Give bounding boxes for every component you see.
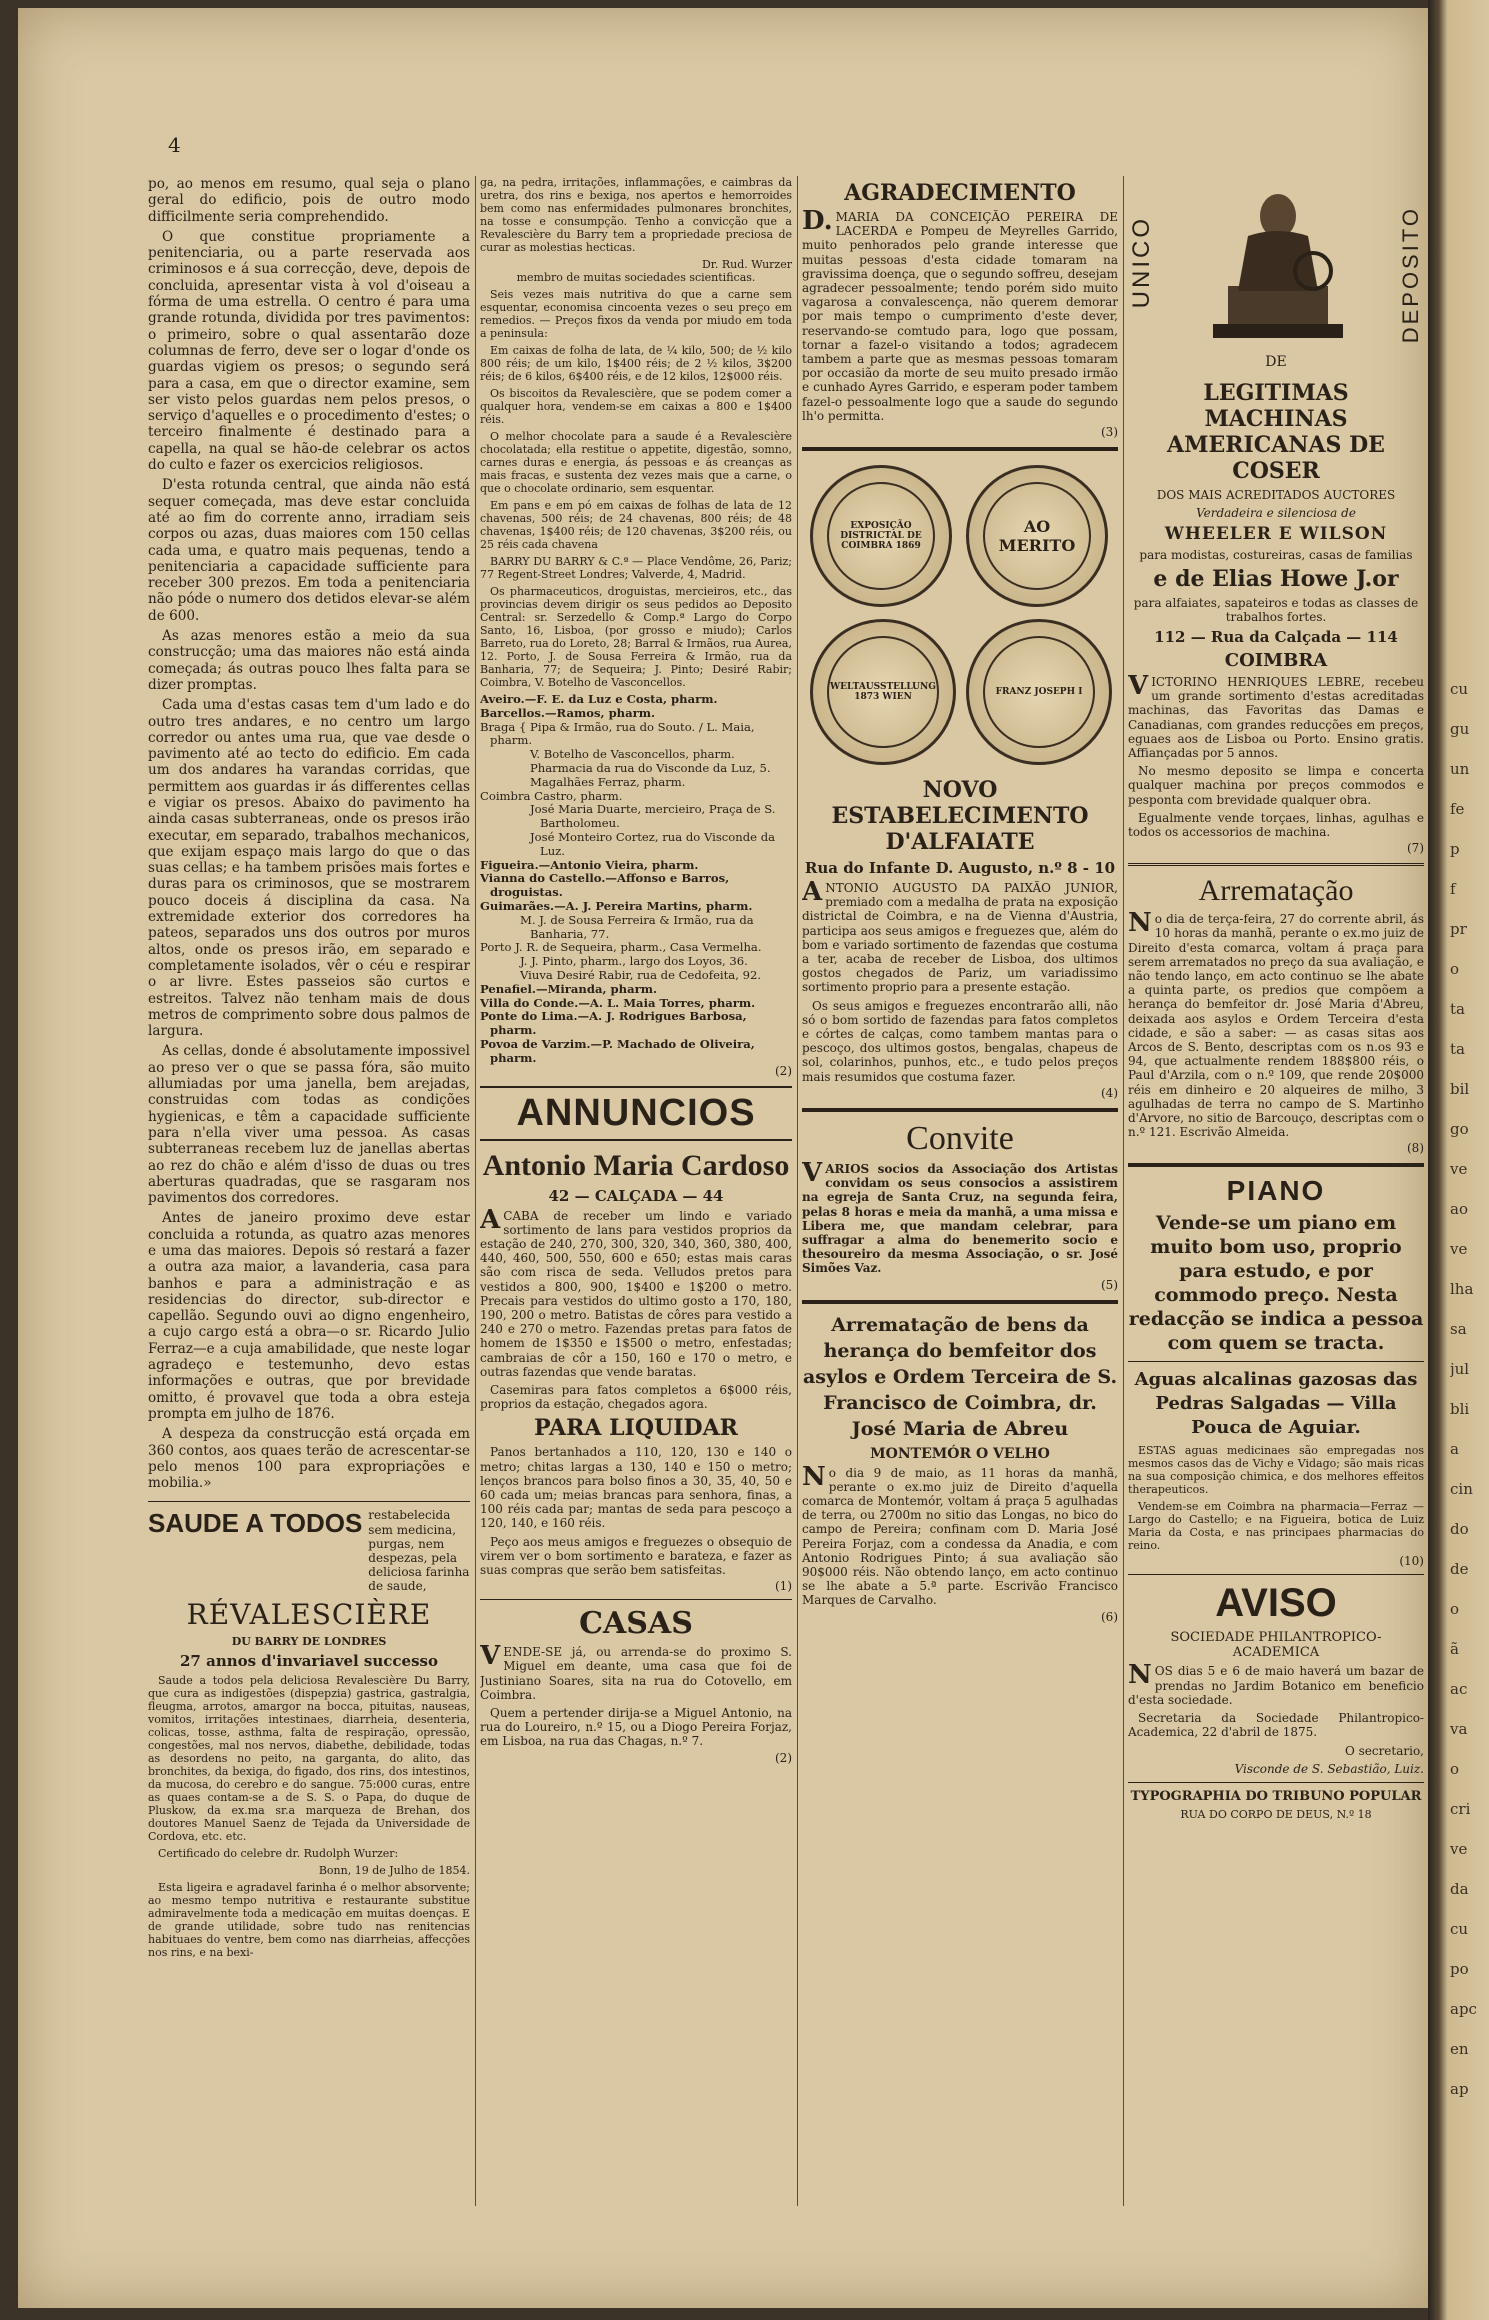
edge-fragment: un [1450, 760, 1470, 778]
column-2 [480, 176, 792, 2206]
calcada-address: 112 — Rua da Calçada — 114 [1154, 628, 1398, 646]
list-item: J. J. Pinto, pharm., largo dos Loyos, 36. [520, 954, 748, 969]
du-barry-label: DU BARRY DE LONDRES [231, 1634, 387, 1648]
list-item: José Monteiro Cortez, rua do Visconde da Luz. [530, 829, 776, 858]
edge-fragment: gu [1450, 720, 1470, 738]
edge-fragment: ã [1450, 1640, 1459, 1658]
success-label: 27 annos d'invariavel successo [180, 1651, 438, 1670]
secretario-label: O secretario, [1344, 1743, 1424, 1758]
edge-fragment: jul [1450, 1360, 1470, 1378]
agradecimento-text: D.MARIA DA CONCEIÇÃO PEREIRA DE LACERDA e Pompeu de Meyrelles Garrido, muito penhorados pelo grande interesse que muitas pessoas d'esta cidade tomaram na gravissima doença, que o segundo soffreu, desejam agradecer pessoalmente; tendo porém sido muito vagarosa a convalescença, não querem demorar por mais tempo o cumprimento d'este dever, reservando-se comtudo para, logo que possam, tornar a fazel-o visitando a todos; agradecem tambem a parte que as mesmas pessoas tomaram por occasião da morte de seu muito presado irmão e cunhado Ayres Garrido, e esperam poder tambem fazel-o pessoalmente logo que a saude do segundo lh'o permitta. [802, 206, 1118, 423]
edge-fragment: ac [1450, 1680, 1468, 1698]
edge-fragment: cri [1450, 1800, 1471, 1818]
list-item: José Maria Duarte, mercieiro, Praça de S. Bartholomeu. [530, 802, 776, 831]
modistas-label: para modistas, costureiras, casas de familias [1139, 548, 1413, 562]
revalesciere-text: Em pans e em pó em caixas de folhas de lata de 12 chavenas, 500 réis; de 24 chavenas, 800 réis; de 48 chavenas, 1$400 réis; de 120 chavenas, 3$200 réis, ou 25 réis cada chavena [480, 499, 792, 551]
edge-fragment: de [1450, 1560, 1469, 1578]
arrematacao-text: No dia de terça-feira, 27 do corrente abril, ás 10 horas da manhã, perante o ex.mo juiz de Direito d'esta comarca, voltam á praça para serem arrematados no preço da sua avaliação, e não tendo lanço, em acto continuo se lhe abate a quinta parte, os predios que compõem a herança do bemfeitor dr. José Maria d'Abreu, deixada aos asylos e Ordem Terceira d'esta cidade, e são a saber: — as casas sitas aos Arcos de S. Bento, descriptas com os n.os 93 e 94, que actualmente rendem 188$800 réis, o Paul d'Arzila, com o n.º 109, que rende 20$000 réis em dinheiro e 20 alqueires de milho, 3 agulhadas de terra no campo de S. Martinho d'Arvore, no sitio de Barcouço, descriptas com o n.º 121. Escrivão Almeida. [1128, 908, 1424, 1140]
coimbra-label: COIMBRA [1224, 650, 1328, 671]
edge-fragment: pr [1450, 920, 1467, 938]
edge-fragment: va [1450, 1720, 1468, 1738]
column-3 [802, 176, 1118, 2206]
liquidar-text: Panos bertanhados a 110, 120, 130 e 140 o metro; chitas largas a 130, 140 e 150 o metro; lenços brancos para bolso finos a 30, 35, 40, 50 e 60 cada um; meias brancas para senhora, finas, a 100 réis cada par; mantas de seda para pescoço a 120, 140, e 160 réis. [480, 1445, 792, 1531]
edge-fragment: do [1450, 1520, 1469, 1538]
article-paragraph: A despeza da construcção está orçada em 360 contos, aos quaes terão de acrescentar-se pelo menos 100 para expropriações e mobilia.» [148, 1426, 470, 1492]
article-paragraph: As cellas, donde é absolutamente impossivel ao preso ver o que se passa fóra, são muito allumiadas por uma janella, bem arejadas, construidas com todas as condições hygienicas, e têm a capacidade sufficiente para n'ella viver uma pessoa. As casas subterraneas recebem luz de janellas abertas ao rez do chão e além d'isso de duas ou tres aberturas quadradas, que se rasgaram nos pavimentos dos corredores. [148, 1043, 470, 1207]
certificate-label: Certificado do celebre dr. Rudolph Wurzer: [158, 1846, 399, 1860]
sewing-figure-icon [1208, 176, 1348, 346]
aguas-heading: Aguas alcalinas gazosas das Pedras Salgadas — Villa Pouca de Aguiar. [1134, 1369, 1418, 1439]
medal-vienna-icon: WELTAUSSTELLUNG 1873 WIEN [810, 619, 956, 765]
edge-fragment: ve [1450, 1840, 1468, 1858]
edge-fragment: ap [1450, 2080, 1469, 2098]
article-paragraph: D'esta rotunda central, que ainda não está sequer começada, mas deve estar concluida até ao fim do corrente anno, irradiam seis corpos ou azas, duas maiores com 150 cellas cada uma, e quatro mais pequenas, tendo a penitenciaria a capacidade sufficiente para receber 300 prezos. Em toda a penitenciaria não póde o numero dos detidos elevar-se além de 600. [148, 477, 470, 624]
column-rule [797, 176, 798, 2206]
deposito-label: DEPOSITO [1398, 206, 1423, 344]
edge-fragment: bli [1450, 1400, 1470, 1418]
ad-number: (8) [1407, 1141, 1424, 1156]
edge-fragment: cu [1450, 1920, 1469, 1938]
signature: Dr. Rud. Wurzer [701, 258, 792, 271]
wheeler-label: WHEELER E WILSON [1164, 524, 1388, 544]
aguas-text: ESTAS aguas medicinaes são empregadas nos mesmos casos das de Vichy e Vidago; são mais ricas na sua composição chimica, e dos melhores effeitos therapeuticos. [1128, 1444, 1424, 1497]
edge-fragment: en [1450, 2040, 1469, 2058]
signature-sub: membro de muitas sociedades scientificas. [516, 271, 756, 284]
revalesciere-text: Os pharmaceuticos, droguistas, mercieiros, etc., das provincias devem dirigir os seus pedidos ao Deposito Central: sr. Serzedello & Comp.ª Largo do Corpo Santo, 16, Lisboa, (por grosso e miudo); Carlos Barreto, rua do Loreto, 28; Barral & Irmãos, rua Aurea, 12. Porto, J. de Sousa Ferreira & Irmão, rua da Banharia, 77; de Sequeira; J. Pinto; Desiré Rabir; Coimbra, V. Botelho de Vasconcellos. [480, 585, 792, 689]
saude-title: SAUDE A TODOS [148, 1508, 363, 1539]
revalesciere-title: RÉVALESCIÈRE [186, 1597, 432, 1631]
list-item: Povoa de Varzim.—P. Machado de Oliveira, pharm. [480, 1036, 755, 1065]
aviso-text: NOS dias 5 e 6 de maio haverá um bazar de prendas no Jardim Botanico em beneficio d'esta sociedade. [1128, 1660, 1424, 1707]
revalesciere-text: Os biscoitos da Revalescière, que se podem comer a qualquer hora, vendem-se em caixas a 800 e 1$400 réis. [480, 387, 792, 426]
ad-number: (7) [1407, 841, 1424, 856]
revalesciere-text: ga, na pedra, irritações, inflammações, e caimbras da uretra, dos rins e bexiga, nos apertos e hemorroides bem como nas enfermidades pulmonares bronchites, na tosse e consumpção. Tenho a convicção que a Revalescière du Barry tem a propriedade preciosa de curar as molestias hecticas. [480, 176, 792, 254]
list-item: Coimbra Castro, pharm. [480, 788, 623, 803]
novo-text: Os seus amigos e freguezes encontrarão alli, não só o bom sortido de fazendas para fatos completos e córtes de calças, como tambem mantas para o pescoço, dos ultimos gostos, bengalas, chapeus de sol, colarinhos, punhos, etc., e tudo pelos preços mais resumidos que costuma fazer. [802, 998, 1118, 1084]
medals-illustration [802, 459, 1118, 769]
arrematacao-bens-heading: Arrematação de bens da herança do bemfeitor dos asylos e Ordem Terceira de S. Francisco de Coimbra, dr. José Maria de Abreu [802, 1313, 1118, 1440]
ad-number: (4) [1101, 1085, 1118, 1100]
certificate-text: Esta ligeira e agradavel farinha é o melhor absorvente; ao mesmo tempo nutritiva e restaurante substitue admiravelmente toda a medicação em muitas doenças. E de grande utilidade, sobre tudo nas renitencias habituaes do ventre, bem como nas diarrheias, affecções nos rins, e na bexi- [148, 1880, 470, 1959]
list-item: Aveiro.—F. E. da Luz e Costa, pharm. [480, 692, 718, 706]
unico-label: UNICO [1128, 216, 1155, 309]
adjacent-page-edge [1428, 0, 1489, 2320]
pharmacy-list [480, 693, 792, 1066]
edge-fragment: go [1450, 1120, 1469, 1138]
edge-fragment: o [1450, 1760, 1460, 1778]
revalesciere-text: O melhor chocolate para a saude é a Revalescière chocolatada; ella restitue o appetite, digestão, somno, carnes duras e energia, ás pessoas e ás creanças as mais fracas, e sustenta dez vezes mais que a carne, o que o chocolate ordinario, sem esquentar. [480, 430, 792, 495]
ad-number: (10) [1399, 1554, 1424, 1569]
list-item: Magalhães Ferraz, pharm. [530, 774, 686, 789]
piano-text: Vende-se um piano em muito bom uso, proprio para estudo, e por commodo preço. Nesta redacção se indica a pessoa com quem se tracta. [1128, 1212, 1424, 1355]
medal-emperor-icon: FRANZ JOSEPH I [966, 619, 1112, 765]
edge-fragment: apc [1450, 2000, 1477, 2018]
cardoso-text: ACABA de receber um lindo e variado sortimento de lans para vestidos proprios da estação de 240, 270, 300, 320, 340, 360, 380, 400, 440, 460, 500, 550, 600 e 650; estas mais caras são com risca de seda. Velludos pretos para vestidos a 800, 900, 1$400 e 1$200 o metro. Precais para vestidos do ultimo gosto a 170, 180, 190, 200 o metro. Batistas de côres para vestido a 240 e 270 o metro. Fazendas pretas para fatos de homem de 1$350 e 1$500 o metro, enfestadas; cambraias de côr a 150, 160 e 170 o metro, e outras fazendas que vende baratas. [480, 1204, 792, 1379]
ad-number: (3) [1101, 425, 1118, 440]
aguas-text: Vendem-se em Coimbra na pharmacia—Ferraz — Largo do Castello; e na Figueira, botica de Luiz Maria da Costa, e nas principaes pharmacias do reino. [1128, 1500, 1424, 1553]
convite-heading: Convite [906, 1119, 1014, 1157]
list-item: Viuva Desiré Rabir, rua de Cedofeita, 92. [520, 967, 762, 982]
elias-label: e de Elias Howe J.or [1153, 566, 1399, 592]
edge-fragment: ao [1450, 1200, 1468, 1218]
victorino-text: VICTORINO HENRIQUES LEBRE, recebeu um grande sortimento d'estas acreditadas machinas, das Favoritas das Damas e Canadianas, com grandes reducções em preços, eguaes aos de Lisboa ou Porto. Ensino gratis. Affiançadas por 5 annos. [1128, 671, 1424, 761]
novo-address: Rua do Infante D. Augusto, n.º 8 - 10 [804, 859, 1116, 878]
deposito-emblem [1128, 176, 1424, 376]
casas-text: VENDE-SE já, ou arrenda-se do proximo S. Miguel em deante, uma casa que foi de Justiniano Soares, sita na rua do Cotovello, em Coimbra. [480, 1641, 792, 1702]
sociedade-label: SOCIEDADE PHILANTROPICO-ACADEMICA [1170, 1630, 1382, 1661]
typographia-label: TYPOGRAPHIA DO TRIBUNO POPULAR [1130, 1788, 1422, 1804]
piano-heading: PIANO [1226, 1175, 1326, 1207]
cardoso-text: Casemiras para fatos completos a 6$000 réis, proprios da estação, chegados agora. [480, 1382, 792, 1412]
cardoso-title: Antonio Maria Cardoso [482, 1148, 790, 1182]
revalesciere-text: BARRY DU BARRY & C.ª — Place Vendôme, 26, Pariz; 77 Regent-Street Londres; Valverde, 4, Madrid. [480, 555, 792, 581]
certificate-place: Bonn, 19 de Julho de 1854. [318, 1863, 470, 1877]
edge-fragment: da [1450, 1880, 1469, 1898]
edge-fragment: cu [1450, 680, 1469, 698]
casas-heading: CASAS [579, 1606, 693, 1642]
page-number: 4 [168, 133, 181, 157]
aviso-text: Secretaria da Sociedade Philantropico-Academica, 22 d'abril de 1875. [1128, 1711, 1424, 1740]
list-item: Braga { Pipa & Irmão, rua do Souto. / L. Maia, pharm. [480, 719, 755, 748]
verdadeira-label: Verdadeira e silenciosa de [1196, 506, 1356, 520]
saude-header [148, 1501, 470, 1593]
arrematacao-heading: Arrematação [1198, 874, 1354, 908]
medal-coimbra-icon: EXPOSIÇÃO DISTRICTAL DE COIMBRA 1869 [810, 465, 952, 607]
edge-fragment: ve [1450, 1160, 1468, 1178]
convite-text: VARIOS socios da Associação dos Artistas convidam os seus consocios a assistirem na egreja de Santa Cruz, na segunda feira, pelas 8 horas e meia da manhã, a uma missa e Libera me, que mandam celebrar, para suffragar a alma do benemerito socio e thesoureiro da mesma Associação, o sr. José Simões Vaz. [802, 1157, 1118, 1276]
list-item: Barcellos.—Ramos, pharm. [480, 705, 656, 720]
victorino-text: No mesmo deposito se limpa e concerta qualquer machina por preços commodos e pesponta com brevidade qualquer obra. [1128, 764, 1424, 807]
article-paragraph: O que constitue propriamente a penitenciaria, ou a parte reservada aos criminosos e á sua correcção, deve, depois de concluida, apresentar vista à vol d'oiseau a fórma de uma estrella. O centro é para uma grande rotunda, dividida por tres pavimentos: o primeiro, sobre o qual assentarão doze columnas de ferro, deve ser o logar d'onde os guardas vigiem os presos; o segundo será para a casa, em que o director examine, sem ser visto pelos guardas nem pelos presos, o serviço d'aquelles e o procedimento d'estes; o terceiro finalmente é destinado para a capella, na qual se hão-de celebrar os actos do culto e fazer os exercicios religiosos. [148, 228, 470, 474]
edge-fragment: sa [1450, 1320, 1467, 1338]
edge-fragment: o [1450, 960, 1460, 978]
de-label: DE [1265, 354, 1287, 370]
montemor-label: MONTEMÓR O VELHO [870, 1445, 1050, 1462]
edge-fragment: f [1450, 880, 1456, 898]
list-item: Villa do Conde.—A. L. Maia Torres, pharm. [480, 995, 756, 1010]
legitimas-heading: LEGITIMAS MACHINAS AMERICANAS DE COSER [1167, 380, 1385, 484]
liquidar-heading: PARA LIQUIDAR [534, 1415, 738, 1442]
casas-text: Quem a pertender dirija-se a Miguel Antonio, na rua do Loureiro, n.º 15, ou a Diogo Pereira Forjaz, em Lisboa, na rua das Chagas, n.º 7. [480, 1706, 792, 1749]
ad-number: (2) [775, 1750, 792, 1765]
aviso-heading: AVISO [1215, 1581, 1337, 1626]
liquidar-text: Peço aos meus amigos e freguezes o obsequio de virem ver o bom sortimento e barateza, e fazer as suas compras que serão bem satisfeitas. [480, 1534, 792, 1577]
edge-fragment: cin [1450, 1480, 1473, 1498]
list-item: Penafiel.—Miranda, pharm. [480, 981, 658, 996]
rua-corpo-label: RUA DO CORPO DE DEUS, N.º 18 [1180, 1807, 1372, 1821]
revalesciere-text: Seis vezes mais nutritiva do que a carne sem esquentar, economisa cincoenta vezes o seu preço em remedios. — Preços fixos da venda por miudo em toda a peninsula: [480, 288, 792, 340]
column-rule [1123, 176, 1124, 2206]
edge-fragment: bil [1450, 1080, 1470, 1098]
saude-text: Saude a todos pela deliciosa Revalescière Du Barry, que cura as indigestões (dispepzia) gastrica, gastralgia, fleugma, arrotos, amargor na bocca, pituitas, nauseas, vomitos, irritações intestinaes, diarrheia, desenteria, colicas, tosse, asthma, falta de respiração, opressão, congestões, mal nos nervos, diabethe, debilidade, todas as desordens no peito, na garganta, do alito, das bronchites, da bexiga, do figado, dos rins, dos intestinos, da mucosa, do cerebro e do sangue. 75:000 curas, entre as quaes contam-se a de S. S. o Papa, do duque de Pluskow, da ex.ma sr.a marqueza de Brehan, dos doutores Manuel Saenz de Tejada da Universidade de Cordova, etc. etc. [148, 1673, 470, 1843]
article-paragraph: As azas menores estão a meio da sua construcção; uma das maiores não está ainda começada; ás outras pouco lhes falta para se dizer promptas. [148, 628, 470, 693]
list-item: V. Botelho de Vasconcellos, pharm. [530, 747, 735, 762]
saude-subtitle: restabelecida sem medicina, purgas, nem despezas, pela deliciosa farinha de saude, [368, 1508, 470, 1594]
ad-number: (2) [775, 1063, 792, 1078]
annuncios-heading: ANNUNCIOS [480, 1086, 792, 1141]
list-item: M. J. de Sousa Ferreira & Irmão, rua da Banharia, 77. [520, 912, 754, 941]
ad-number: (5) [1101, 1277, 1118, 1292]
novo-text: ANTONIO AUGUSTO DA PAIXÃO JUNIOR, premiado com a medalha de prata na exposição districtal de Coimbra, e na de Vienna d'Austria, participa aos seus amigos e freguezes que, além do bom e variado sortimento de fazendas que costuma a ter, acaba de receber de Lisboa, dos ultimos gostos chegados de Pariz, um variadissimo sortimento proprio para a presente estação. [802, 877, 1118, 995]
edge-fragment: ta [1450, 1000, 1465, 1018]
edge-fragment: ve [1450, 1240, 1468, 1258]
arrematacao-bens-text: No dia 9 de maio, as 11 horas da manhã, perante o ex.mo juiz de Direito d'aquella comarca de Montemór, voltam á praça 5 agulhadas de terra, ou 2700m no sitio das Longas, no bico do campo de Pereira; confinam com D. Maria José Pereira Forjaz, com a condessa da Anadia, e com Antonio Rodrigues Pinto; á sua avaliação são 90$000 réis. Não obtendo lanço, em acto continuo se lhe abate a 5.ª parte. Escrivão Francisco Marques de Carvalho. [802, 1461, 1118, 1608]
medal-merito-icon: AO MERITO [966, 465, 1108, 607]
ad-number: (6) [1101, 1609, 1118, 1624]
edge-fragment: fe [1450, 800, 1465, 818]
list-item: Figueira.—Antonio Vieira, pharm. [480, 857, 699, 872]
edge-fragment: p [1450, 840, 1460, 858]
edge-fragment: lha [1450, 1280, 1474, 1298]
edge-fragment: po [1450, 1960, 1469, 1978]
edge-fragment: o [1450, 1600, 1460, 1618]
newspaper-page [18, 8, 1428, 2308]
visconde-label: Visconde de S. Sebastião, Luiz. [1234, 1761, 1424, 1776]
column-rule [475, 176, 476, 2206]
victorino-text: Egualmente vende torçaes, linhas, agulhas e todos os accessorios de machina. [1128, 810, 1424, 840]
column-4 [1128, 176, 1424, 2206]
list-item: Vianna do Castello.—Affonso e Barros, droguistas. [480, 871, 730, 900]
alfaiates-label: para alfaiates, sapateiros e todas as classes de trabalhos fortes. [1133, 596, 1419, 624]
revalesciere-text: Em caixas de folha de lata, de ¼ kilo, 500; de ½ kilo 800 réis; de um kilo, 1$400 réis; de 2 ½ kilos, 3$200 réis; de 6 kilos, 6$400 réis, e de 12 kilos, 12$000 réis. [480, 344, 792, 383]
list-item: Pharmacia da rua do Visconde da Luz, 5. [530, 760, 771, 775]
list-item: Guimarães.—A. J. Pereira Martins, pharm. [480, 898, 753, 913]
list-item: Ponte do Lima.—A. J. Rodrigues Barbosa, pharm. [480, 1009, 747, 1038]
edge-fragment: a [1450, 1440, 1459, 1458]
column-1 [148, 176, 470, 2206]
ad-number: (1) [775, 1579, 792, 1594]
list-item: Porto J. R. de Sequeira, pharm., Casa Vermelha. [480, 940, 762, 955]
article-paragraph: po, ao menos em resumo, qual seja o plano geral do edificio, pois de outro modo difficilmente seria comprehendido. [148, 176, 470, 225]
auctores-label: DOS MAIS ACREDITADOS AUCTORES [1156, 488, 1396, 502]
edge-fragment: ta [1450, 1040, 1465, 1058]
article-paragraph: Cada uma d'estas casas tem d'um lado e do outro tres andares, e no centro um largo corredor ou antes uma rua, que vae desde o pavimento até ao tecto do edificio. Em cada um dos andares ha varandas corridas, que permittem aos guardas ir ás differentes cellas e vigiar os presos. Abaixo do pavimento ha ainda casas subterraneas, onde os presos irão executar, em separado, trabalhos mechanicos, que exijam espaço mais largo do que o das suas cellas; e ha tambem prisões mais fortes e duras para os criminosos, que se mostrarem pouco doceis á disciplina da casa. Na extremidade exterior dos corredores ha pateos, separados uns dos outros por muros altos, onde os presos irão, em separado e completamente isolados, vêr o céu e respirar o ar livre. Estes passeios são curtos e estreitos. Talvez não tenham mais de dous metros de comprimento sobre dous palmos de largura. [148, 697, 470, 1040]
novo-estabelecimento-heading: NOVO ESTABELECIMENTO D'ALFAIATE [831, 777, 1089, 856]
cardoso-address: 42 — CALÇADA — 44 [548, 1186, 724, 1205]
agradecimento-heading: AGRADECIMENTO [844, 180, 1076, 206]
article-paragraph: Antes de janeiro proximo deve estar concluida a rotunda, as quatro azas menores e uma das maiores. Depois só restará a fazer a outra aza maior, a lavanderia, casa para banhos e para a administração e as residencias do director, sub-director e capellão. Segundo ouvi ao digno engenheiro, a cujo cargo está a obra—o sr. Ricardo Julio Ferraz—e a cuja amabilidade, que neste logar agradeço e testemunho, devo estas informações e outras, que por brevidade omitto, é provavel que toda a obra esteja prompta em julho de 1876. [148, 1210, 470, 1422]
